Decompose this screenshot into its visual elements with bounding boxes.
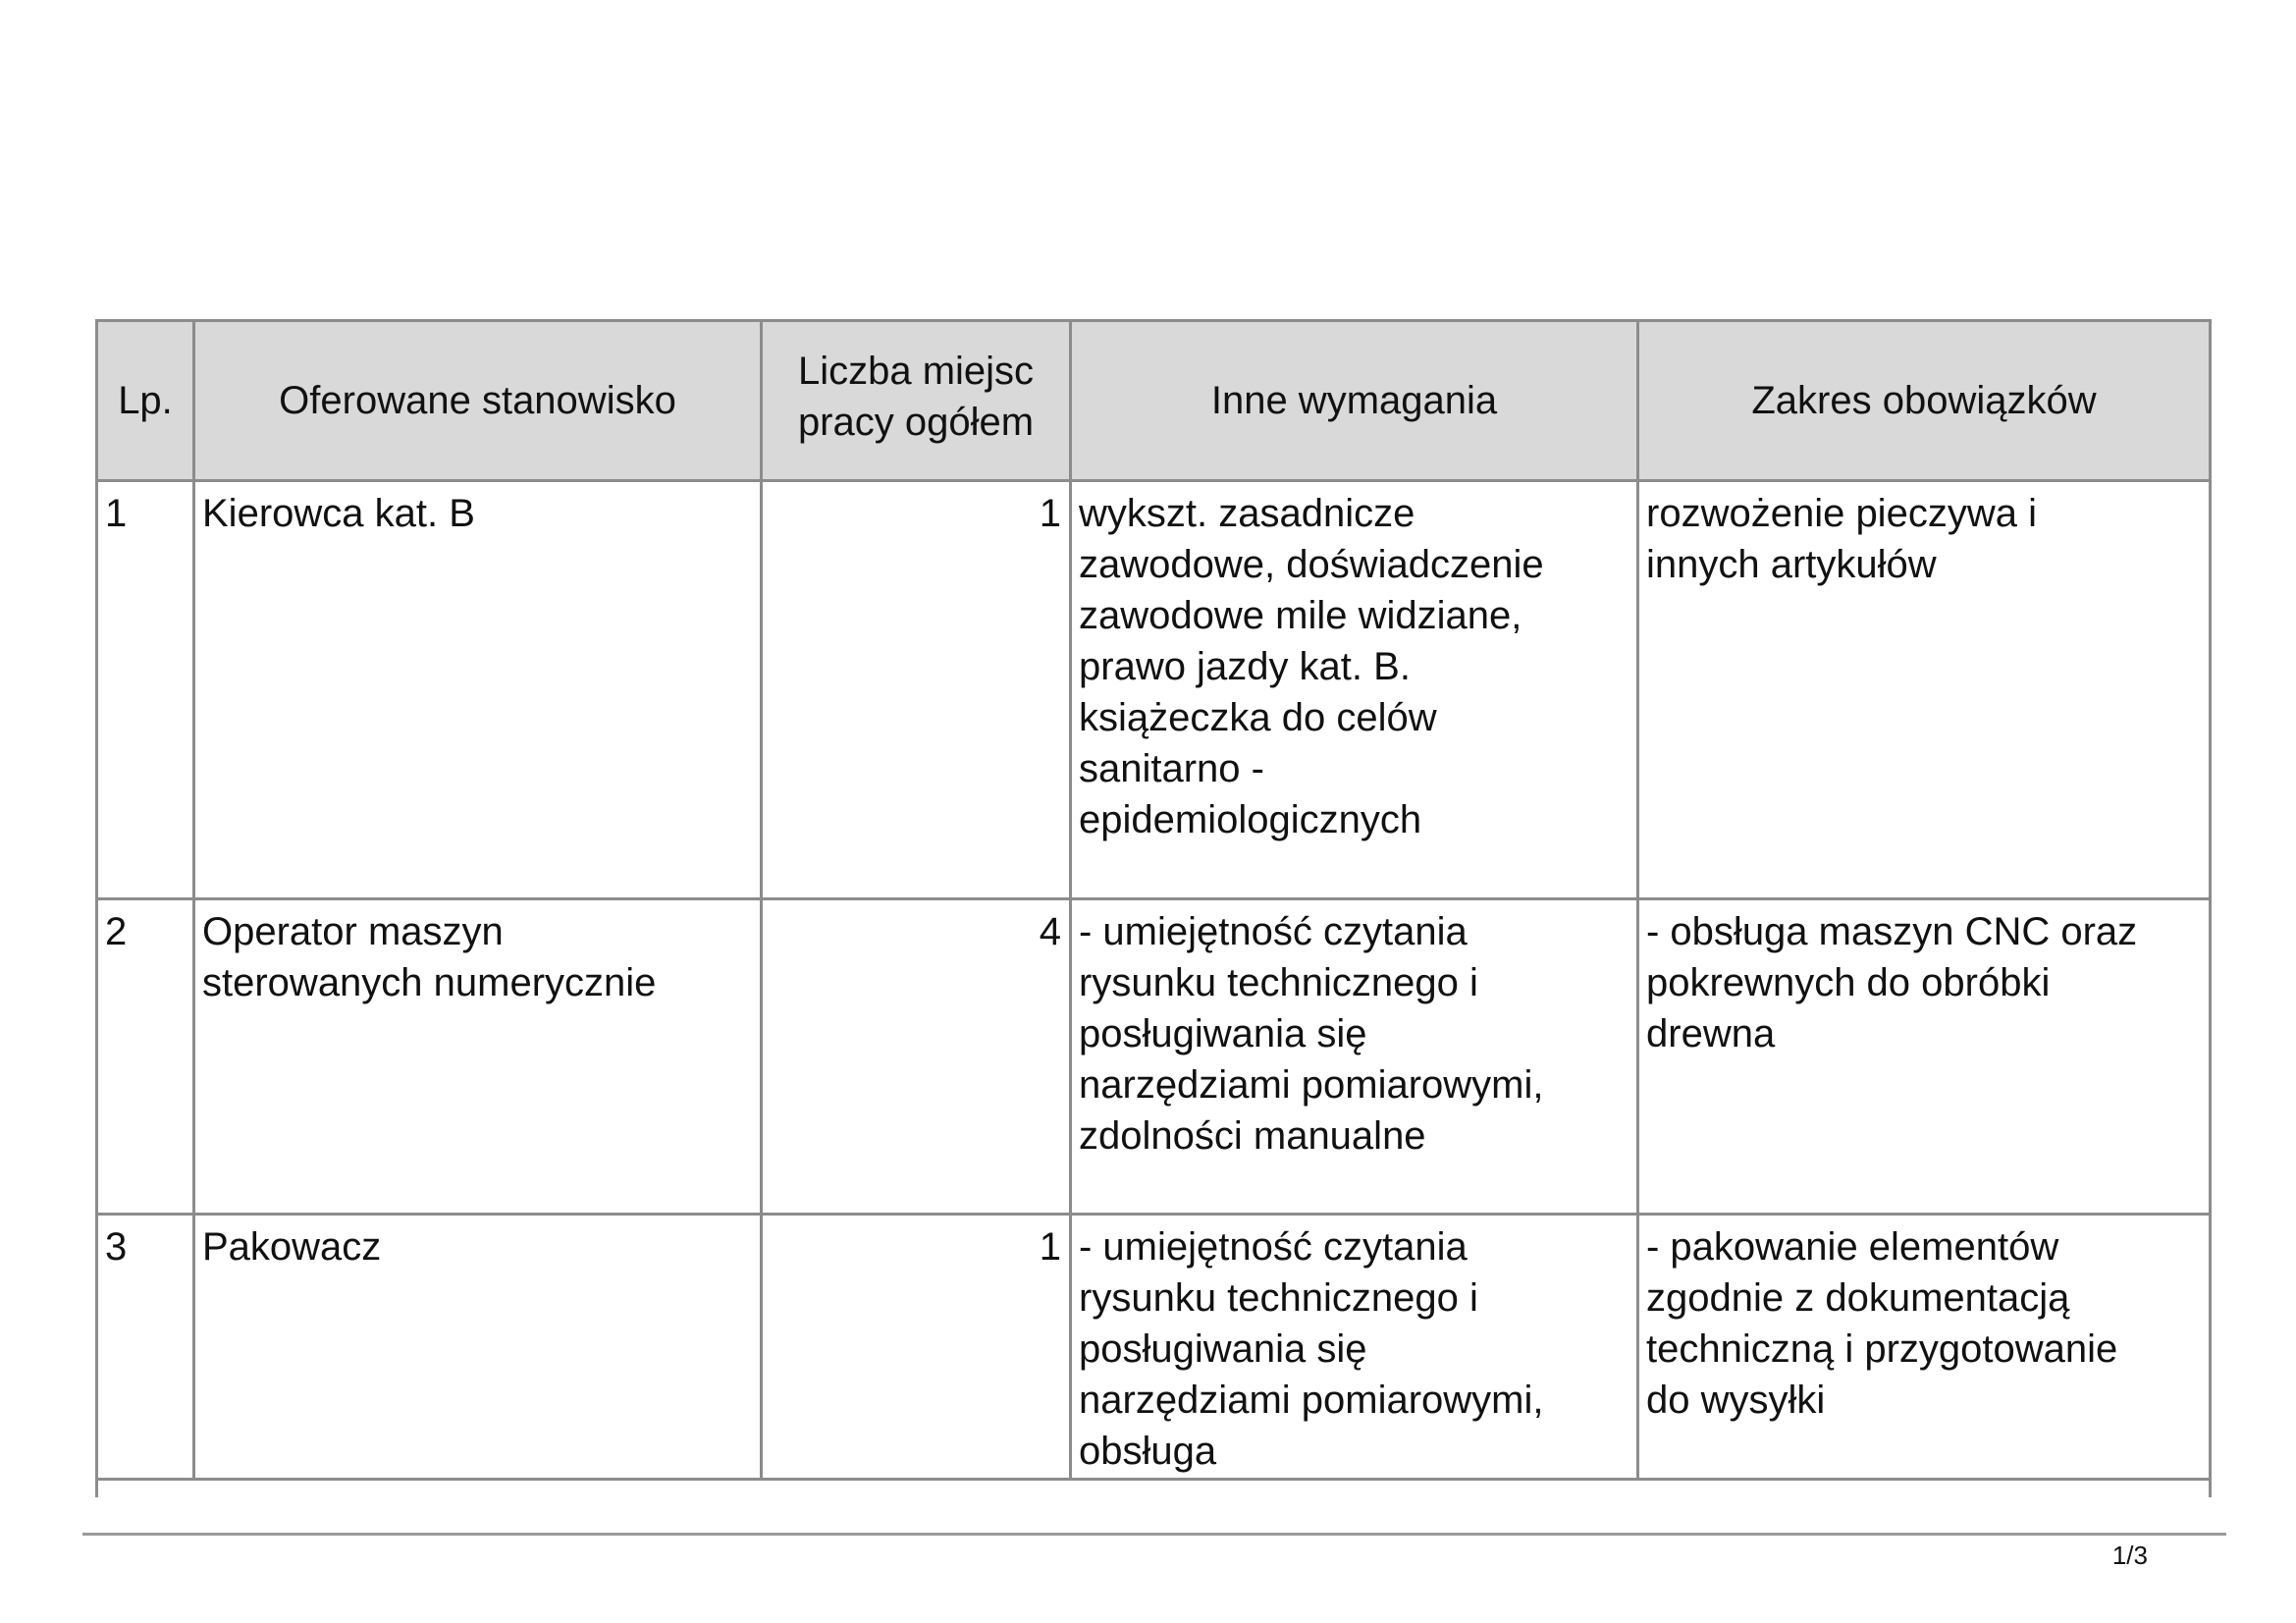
header-count: Liczba miejsc pracy ogółem [797, 350, 1035, 444]
row-2-position: Operator maszyn sterowanych numerycznie [202, 910, 657, 1004]
table-column-divider [192, 319, 195, 1480]
table-border-right [2209, 319, 2212, 1497]
table-row-divider [95, 897, 2212, 900]
table-border-left [95, 319, 98, 1497]
table-row-divider [95, 1213, 2212, 1216]
header-requirements: Inne wymagania [1210, 379, 1498, 422]
table-row-divider [95, 1478, 2212, 1481]
row-1-requirements: wykszt. zasadnicze zawodowe, doświadczenie zawodowe mile widziane, prawo jazdy kat. B. książeczka do celów sanitarno - epidemiologicznych [1079, 492, 1544, 841]
row-3-position: Pakowacz [202, 1225, 382, 1269]
row-2-requirements: - umiejętność czytania rysunku technicznego i posługiwania się narzędziami pomiarowymi, zdolności manualne [1079, 910, 1544, 1158]
row-3-requirements: - umiejętność czytania rysunku technicznego i posługiwania się narzędziami pomiarowymi, obsługa [1079, 1225, 1544, 1473]
row-1-position: Kierowca kat. B [202, 492, 475, 535]
footer-rule [82, 1533, 2226, 1536]
row-1-count: 1 [1039, 492, 1061, 535]
table-column-divider [1069, 319, 1072, 1480]
row-1-duties: rozwożenie pieczywa i innych artykułów [1646, 492, 2037, 586]
table-column-divider [1636, 319, 1639, 1480]
header-duties: Zakres obowiązków [1751, 379, 2097, 422]
row-1-lp: 1 [105, 492, 128, 535]
header-position: Oferowane stanowisko [279, 379, 676, 422]
page-number: 1/3 [2111, 1541, 2148, 1570]
header-lp: Lp. [118, 379, 173, 422]
table-header-divider [95, 479, 2212, 482]
row-2-count: 4 [1039, 910, 1061, 953]
row-2-lp: 2 [105, 910, 128, 953]
row-3-lp: 3 [105, 1225, 128, 1269]
job-offers-table [95, 319, 2212, 1497]
row-3-count: 1 [1039, 1225, 1061, 1269]
row-2-duties: - obsługa maszyn CNC oraz pokrewnych do obróbki drewna [1646, 910, 2138, 1055]
row-3-duties: - pakowanie elementów zgodnie z dokumentacją techniczną i przygotowanie do wysyłki [1646, 1225, 2118, 1422]
